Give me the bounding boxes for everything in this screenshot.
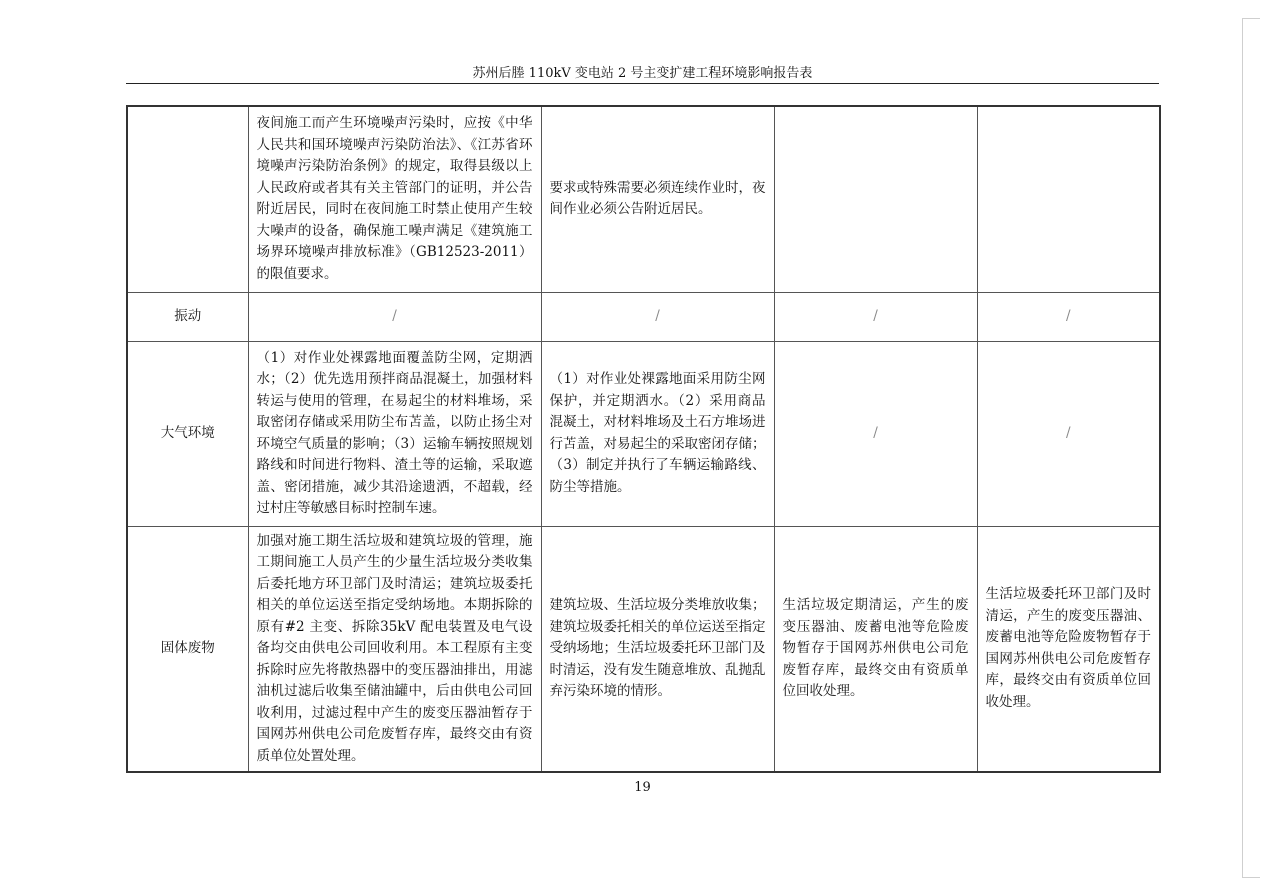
cell-implementation: （1）对作业处裸露地面采用防尘网保护，并定期洒水。（2）采用商品混凝土，对材料堆场及土石方堆场进行苫盖，对易起尘的采取密闭存储；（3）制定并执行了车辆运输路线、防尘等措施。 <box>541 341 774 526</box>
cell-implementation: 要求或特殊需要必须连续作业时，夜间作业必须公告附近居民。 <box>541 106 774 292</box>
cell-measure-requirement: 加强对施工期生活垃圾和建筑垃圾的管理，施工期间施工人员产生的少量生活垃圾分类收集后委托地方环卫部门及时清运；建筑垃圾委托相关的单位运送至指定受纳场地。本期拆除的原有#2 主变、拆除35kV 配电装置及电气设备均交由供电公司回收利用。本工程原有主变拆除时应先将散热器中的变压器油排出，用滤油机过滤后收集至储油罐中，后由供电公司回收利用，过滤过程中产生的废变压器油暂存于国网苏州供电公司危废暂存库，最终交由有资质单位处置处理。 <box>248 526 541 772</box>
table-row-solid-waste <box>127 526 1160 772</box>
row-label-air-environment: 大气环境 <box>127 341 248 526</box>
table-row-noise-continued <box>127 106 1160 292</box>
cell-col3: / <box>774 292 977 341</box>
cell-measure-requirement: （1）对作业处裸露地面覆盖防尘网，定期洒水；（2）优先选用预拌商品混凝土，加强材料转运与使用的管理，在易起尘的材料堆场，采取密闭存储或采用防尘布苫盖，以防止扬尘对环境空气质量的影响；（3）运输车辆按照规划路线和时间进行物料、渣土等的运输，采取遮盖、密闭措施，减少其沿途遗洒，不超载，经过村庄等敏感目标时控制车速。 <box>248 341 541 526</box>
cell-measure-requirement: 夜间施工而产生环境噪声污染时，应按《中华人民共和国环境噪声污染防治法》、《江苏省环境噪声污染防治条例》的规定，取得县级以上人民政府或者其有关主管部门的证明，并公告附近居民，同时在夜间施工时禁止使用产生较大噪声的设备，确保施工噪声满足《建筑施工场界环境噪声排放标准》（GB12523-2011）的限值要求。 <box>248 106 541 292</box>
measures-table <box>126 105 1161 773</box>
document-header-title: 苏州后塍 110kV 变电站 2 号主变扩建工程环境影响报告表 <box>472 66 813 81</box>
cell-col4: 生活垃圾委托环卫部门及时清运，产生的废变压器油、废蓄电池等危险废物暂存于国网苏州供电公司危废暂存库，最终交由有资质单位回收处理。 <box>977 526 1160 772</box>
cell-col3: / <box>774 341 977 526</box>
page-frame-right-edge <box>1242 18 1243 878</box>
cell-col4: / <box>977 341 1160 526</box>
cell-col3: 生活垃圾定期清运，产生的废变压器油、废蓄电池等危险废物暂存于国网苏州供电公司危废暂存库，最终交由有资质单位回收处理。 <box>774 526 977 772</box>
row-label-vibration: 振动 <box>127 292 248 341</box>
cell-measure-requirement: / <box>248 292 541 341</box>
header-rule <box>126 83 1159 84</box>
cell-col4: / <box>977 292 1160 341</box>
cell-col3 <box>774 106 977 292</box>
cell-implementation: / <box>541 292 774 341</box>
page-frame-bottom-edge <box>1242 877 1260 878</box>
page-frame-top-edge <box>1242 18 1260 19</box>
row-label <box>127 106 248 292</box>
cell-col4 <box>977 106 1160 292</box>
page-number: 19 <box>634 780 651 795</box>
row-label-solid-waste: 固体废物 <box>127 526 248 772</box>
cell-implementation: 建筑垃圾、生活垃圾分类堆放收集；建筑垃圾委托相关的单位运送至指定受纳场地；生活垃圾委托环卫部门及时清运，没有发生随意堆放、乱抛乱弃污染环境的情形。 <box>541 526 774 772</box>
table-row-vibration <box>127 292 1160 341</box>
table-row-air-environment <box>127 341 1160 526</box>
